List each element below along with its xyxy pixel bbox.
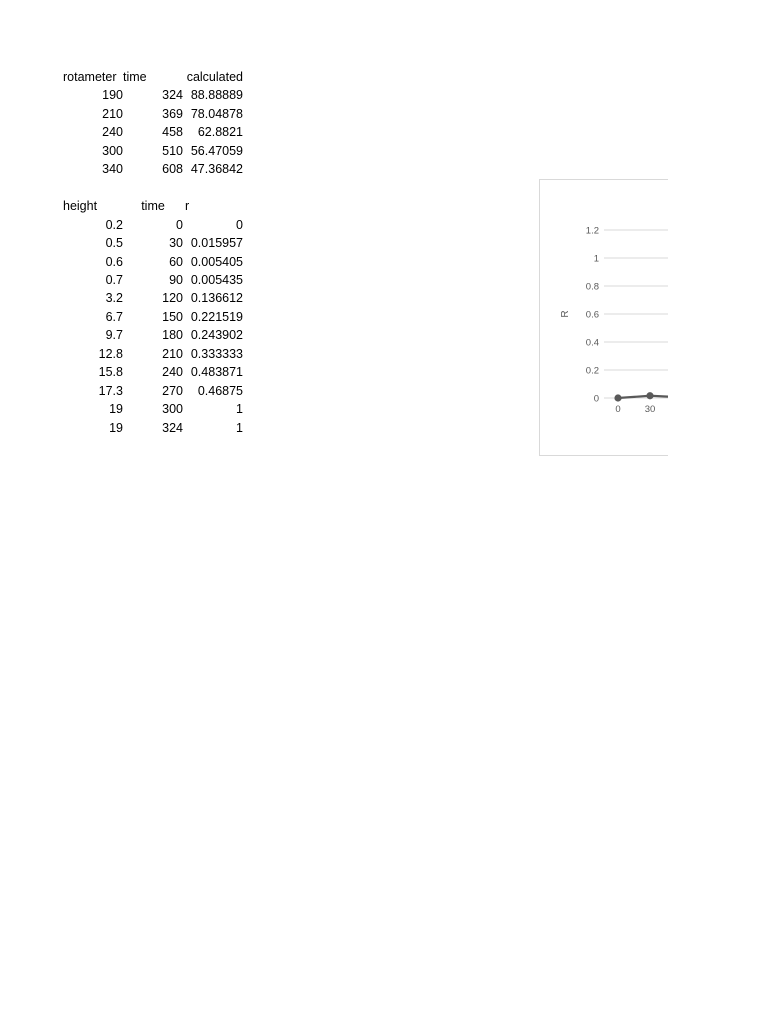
table1-cell[interactable]: 240 [102, 125, 123, 140]
table1-cell[interactable]: 56.47059 [190, 143, 243, 158]
table2-cell[interactable]: 180 [162, 328, 183, 343]
table1-cell[interactable]: 608 [162, 162, 183, 177]
y-tick-label: 0.6 [585, 309, 599, 321]
table2-cell[interactable]: 210 [162, 346, 183, 361]
table2-cell[interactable]: 0.2 [105, 217, 123, 232]
table-row [63, 105, 243, 123]
table2-cell[interactable]: 150 [162, 309, 183, 324]
y-axis-title: R [560, 310, 571, 318]
table1-header-calculated[interactable]: calculated [186, 70, 243, 84]
y-tick-label: 1 [593, 253, 599, 265]
table-row [63, 160, 243, 178]
table2-cell[interactable]: 0.005435 [190, 272, 243, 287]
table-row [63, 142, 243, 160]
table1-cell[interactable]: 190 [102, 88, 123, 103]
table2-cell[interactable]: 0.015957 [190, 236, 243, 251]
table2-cell[interactable]: 270 [162, 383, 183, 398]
table2-cell[interactable]: 0.46875 [197, 383, 243, 398]
blank-row [63, 179, 243, 197]
table2-cell[interactable]: 0.483871 [190, 365, 243, 380]
table-row [63, 86, 243, 104]
table1-cell[interactable]: 62.8821 [197, 125, 243, 140]
table2-cell[interactable]: 300 [162, 402, 183, 417]
table1-cell[interactable]: 88.88889 [190, 88, 243, 103]
table1-cell[interactable]: 300 [102, 143, 123, 158]
series-line [618, 258, 668, 398]
table1-cell[interactable]: 510 [162, 143, 183, 158]
table1-cell[interactable]: 458 [162, 125, 183, 140]
table2-cell[interactable]: 60 [169, 254, 183, 269]
table-row [63, 234, 243, 252]
table2-header-height[interactable]: height [63, 199, 98, 214]
table2-cell[interactable]: 19 [109, 420, 123, 435]
table2-cell[interactable]: 30 [169, 236, 183, 251]
blank-cell[interactable] [123, 179, 183, 197]
table2-cell[interactable]: 19 [109, 402, 123, 417]
y-tick-label: 0.4 [585, 337, 599, 349]
table-row [63, 123, 243, 141]
blank-cell[interactable] [63, 179, 123, 197]
table2-header-row [63, 197, 243, 215]
x-tick-label: 30 [644, 404, 656, 415]
table-row [63, 253, 243, 271]
table1-cell[interactable]: 47.36842 [190, 162, 243, 177]
table2-cell[interactable]: 0.136612 [190, 291, 243, 306]
table1-cell[interactable]: 78.04878 [190, 106, 243, 121]
table2-cell[interactable]: 0.243902 [190, 328, 243, 343]
table2-cell[interactable]: 15.8 [98, 365, 123, 380]
data-point [614, 394, 621, 401]
table1-header-row [63, 68, 243, 86]
y-tick-label: 0 [593, 393, 599, 405]
table1-cell[interactable]: 340 [102, 162, 123, 177]
y-tick-label: 0.2 [585, 365, 599, 377]
table2-header-time[interactable]: time [141, 199, 165, 214]
table-row [63, 400, 243, 418]
table2-cell[interactable]: 0.7 [105, 272, 123, 287]
table2-cell[interactable]: 3.2 [105, 291, 123, 306]
table-row [63, 289, 243, 307]
table-row [63, 363, 243, 381]
table2-cell[interactable]: 6.7 [105, 309, 123, 324]
table-row [63, 271, 243, 289]
table2-cell[interactable]: 1 [236, 402, 243, 417]
table2-cell[interactable]: 120 [162, 291, 183, 306]
table2-cell[interactable]: 0.333333 [190, 346, 243, 361]
table-row [63, 382, 243, 400]
table2-cell[interactable]: 0.5 [105, 236, 123, 251]
table-row [63, 216, 243, 234]
table2-cell[interactable]: 0 [176, 217, 183, 232]
table1-cell[interactable]: 369 [162, 106, 183, 121]
table-row [63, 308, 243, 326]
table2-cell[interactable]: 0 [236, 217, 243, 232]
table-row [63, 419, 243, 437]
table1-header-time[interactable]: time [123, 70, 147, 84]
embedded-chart[interactable] [539, 179, 668, 456]
table2-cell[interactable]: 1 [236, 420, 243, 435]
table1-header-rotameter[interactable]: rotameter [63, 70, 117, 84]
table-row [63, 326, 243, 344]
blank-cell[interactable] [183, 179, 243, 197]
table2-cell[interactable]: 12.8 [98, 346, 123, 361]
table2-cell[interactable]: 9.7 [105, 328, 123, 343]
y-tick-label: 1.2 [585, 225, 599, 237]
table2-cell[interactable]: 240 [162, 365, 183, 380]
table2-cell[interactable]: 324 [162, 420, 183, 435]
data-sheet [63, 68, 243, 437]
table2-cell[interactable]: 17.3 [98, 383, 123, 398]
x-tick-label: 0 [615, 404, 621, 415]
line-chart [540, 180, 668, 455]
table-row [63, 345, 243, 363]
data-point [646, 392, 653, 399]
table1-cell[interactable]: 210 [102, 106, 123, 121]
table1-cell[interactable]: 324 [162, 88, 183, 103]
y-tick-label: 0.8 [585, 281, 599, 293]
table2-cell[interactable]: 90 [169, 272, 183, 287]
table2-cell[interactable]: 0.6 [105, 254, 123, 269]
table2-cell[interactable]: 0.005405 [190, 254, 243, 269]
table2-cell[interactable]: 0.221519 [190, 309, 243, 324]
table2-header-r[interactable]: r [185, 199, 190, 214]
